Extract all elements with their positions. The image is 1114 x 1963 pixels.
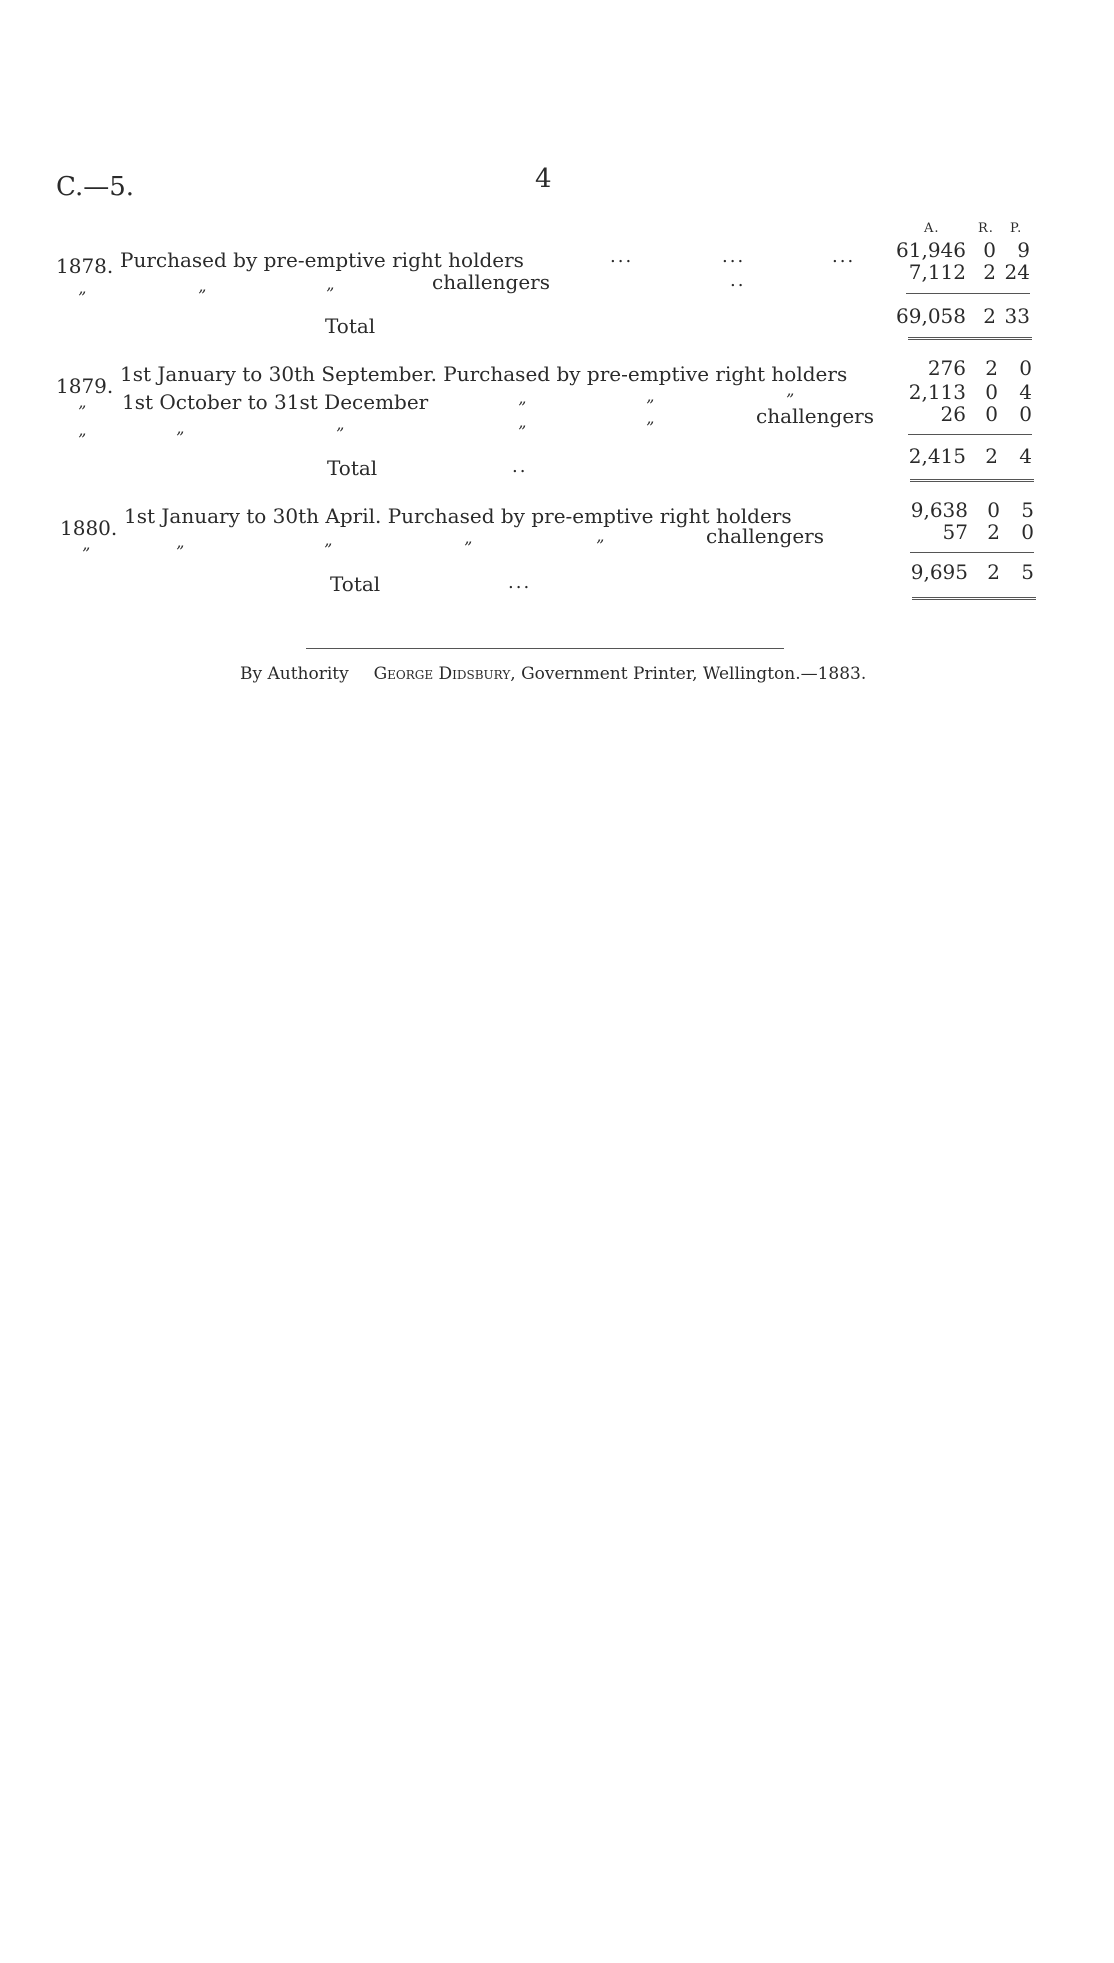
subtotal-rule [908, 434, 1032, 435]
leader-dots: .. [730, 270, 746, 291]
ditto-mark: ” [596, 536, 605, 555]
total-perches: 5 [1021, 560, 1034, 584]
acres-value: 57 [942, 520, 968, 544]
perches-value: 0 [1019, 402, 1032, 426]
perches-value: 24 [1004, 260, 1030, 284]
total-perches: 33 [1004, 304, 1030, 328]
total-double-rule [912, 597, 1036, 600]
ditto-mark: ” [464, 538, 473, 557]
acres-value: 61,946 [896, 238, 966, 262]
perches-value: 5 [1021, 498, 1034, 522]
roods-value: 0 [987, 498, 1000, 522]
ditto-mark: ” [336, 424, 345, 443]
footer-rule [306, 648, 784, 649]
perches-value: 0 [1021, 520, 1034, 544]
ditto-mark: ” [78, 402, 87, 421]
leader-dots: .. [512, 456, 528, 477]
total-roods: 2 [983, 304, 996, 328]
subtotal-rule [910, 552, 1034, 553]
acres-value: 276 [927, 356, 966, 380]
subtotal-rule [906, 293, 1030, 294]
entry-description: Purchased by pre-emptive right holders [120, 248, 524, 272]
total-acres: 2,415 [908, 444, 966, 468]
entry-description: challengers [706, 524, 824, 548]
year-label: 1879. [56, 374, 114, 398]
ditto-mark: ” [786, 390, 795, 409]
acres-value: 26 [940, 402, 966, 426]
ditto-mark: ” [78, 288, 87, 307]
perches-value: 9 [1017, 238, 1030, 262]
ditto-mark: ” [176, 428, 185, 447]
page-number: 4 [535, 164, 552, 194]
acres-value: 7,112 [908, 260, 966, 284]
roods-value: 2 [985, 356, 998, 380]
entry-description: 1st January to 30th April. Purchased by pre-emptive right holders [124, 504, 792, 528]
entry-description: challengers [432, 270, 550, 294]
total-label: Total [327, 456, 378, 480]
total-label: Total [325, 314, 376, 338]
column-head-roods: R. [978, 221, 994, 236]
ditto-mark: ” [78, 430, 87, 449]
total-label: Total [330, 572, 381, 596]
entry-description: 1st October to 31st December [122, 390, 429, 414]
imprint-prefix: By Authority [240, 664, 349, 684]
roods-value: 2 [987, 520, 1000, 544]
leader-dots: ... [832, 246, 856, 267]
total-perches: 4 [1019, 444, 1032, 468]
leader-dots: ... [722, 246, 746, 267]
ditto-mark: ” [518, 422, 527, 441]
column-head-perches: P. [1010, 221, 1023, 236]
total-acres: 9,695 [910, 560, 968, 584]
total-double-rule [908, 337, 1032, 340]
roods-value: 0 [985, 380, 998, 404]
ditto-mark: ” [324, 540, 333, 559]
total-acres: 69,058 [896, 304, 966, 328]
total-roods: 2 [987, 560, 1000, 584]
printer-imprint [240, 664, 866, 684]
year-label: 1878. [56, 254, 114, 278]
ditto-mark: ” [518, 398, 527, 417]
perches-value: 4 [1019, 380, 1032, 404]
entry-description: 1st January to 30th September. Purchased by pre-emptive right holders [120, 362, 848, 386]
entry-description: challengers [756, 404, 874, 428]
printer-name: George Didsbury [373, 664, 511, 684]
imprint-suffix: , Government Printer, Wellington.—1883. [510, 664, 867, 684]
total-double-rule [910, 479, 1034, 482]
ditto-mark: ” [198, 286, 207, 305]
ditto-mark: ” [82, 544, 91, 563]
leader-dots: ... [508, 572, 532, 593]
year-label: 1880. [60, 516, 118, 540]
leader-dots: ... [610, 246, 634, 267]
column-head-acres: A. [924, 221, 940, 236]
ditto-mark: ” [646, 418, 655, 437]
ditto-mark: ” [646, 396, 655, 415]
document-reference: C.—5. [56, 172, 135, 202]
roods-value: 0 [983, 238, 996, 262]
acres-value: 9,638 [910, 498, 968, 522]
ditto-mark: ” [326, 284, 335, 303]
acres-value: 2,113 [908, 380, 966, 404]
total-roods: 2 [985, 444, 998, 468]
perches-value: 0 [1019, 356, 1032, 380]
roods-value: 0 [985, 402, 998, 426]
ditto-mark: ” [176, 542, 185, 561]
roods-value: 2 [983, 260, 996, 284]
